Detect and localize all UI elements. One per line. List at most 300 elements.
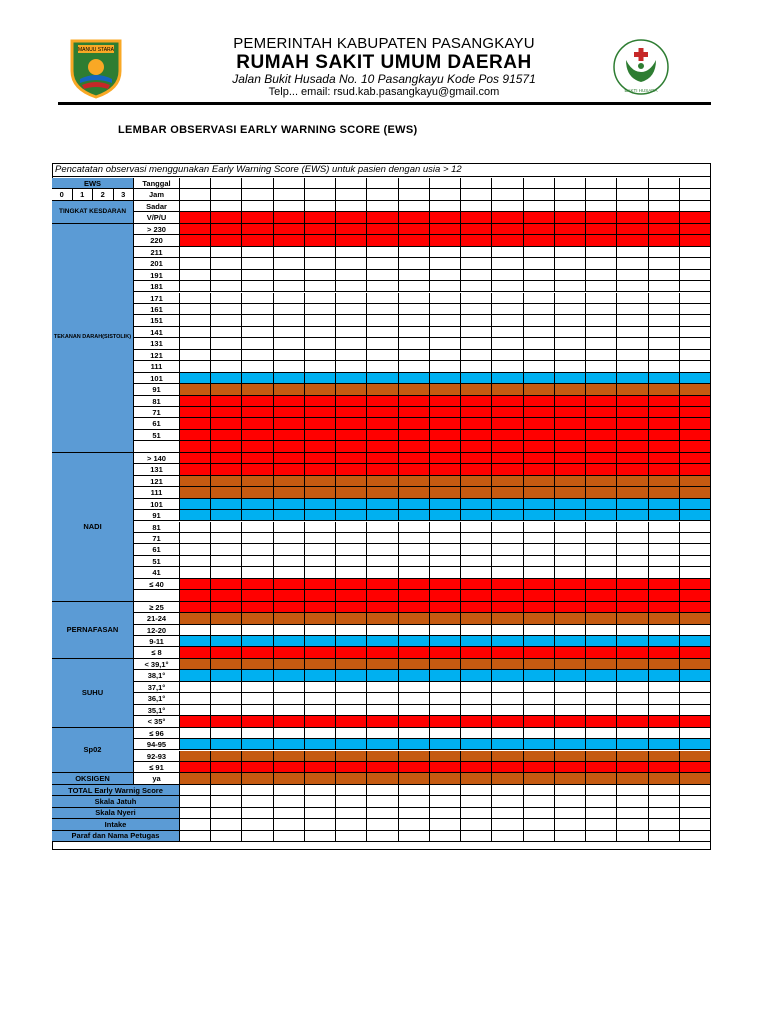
ews-data-cell[interactable] [305, 785, 336, 796]
ews-data-cell[interactable] [492, 178, 523, 189]
ews-data-cell[interactable] [617, 407, 648, 418]
ews-data-cell[interactable] [555, 350, 586, 361]
ews-data-cell[interactable] [274, 315, 305, 326]
ews-data-cell[interactable] [367, 293, 398, 304]
ews-data-cell[interactable] [649, 350, 680, 361]
ews-data-cell[interactable] [274, 247, 305, 258]
ews-data-cell[interactable] [586, 590, 617, 601]
ews-data-cell[interactable] [211, 556, 242, 567]
ews-data-cell[interactable] [336, 579, 367, 590]
ews-data-cell[interactable] [649, 659, 680, 670]
ews-data-cell[interactable] [524, 567, 555, 578]
ews-data-cell[interactable] [586, 693, 617, 704]
ews-data-cell[interactable] [524, 739, 555, 750]
ews-data-cell[interactable] [524, 579, 555, 590]
ews-data-cell[interactable] [242, 636, 273, 647]
ews-data-cell[interactable] [305, 270, 336, 281]
ews-data-cell[interactable] [680, 212, 711, 223]
ews-data-cell[interactable] [649, 430, 680, 441]
ews-data-cell[interactable] [399, 224, 430, 235]
ews-data-cell[interactable] [555, 361, 586, 372]
ews-data-cell[interactable] [680, 350, 711, 361]
ews-data-cell[interactable] [242, 235, 273, 246]
ews-data-cell[interactable] [492, 487, 523, 498]
ews-data-cell[interactable] [680, 544, 711, 555]
ews-data-cell[interactable] [524, 476, 555, 487]
ews-data-cell[interactable] [336, 762, 367, 773]
ews-data-cell[interactable] [430, 178, 461, 189]
ews-data-cell[interactable] [242, 590, 273, 601]
ews-data-cell[interactable] [211, 739, 242, 750]
ews-data-cell[interactable] [336, 361, 367, 372]
ews-data-cell[interactable] [305, 647, 336, 658]
ews-data-cell[interactable] [399, 579, 430, 590]
ews-data-cell[interactable] [274, 189, 305, 200]
ews-data-cell[interactable] [180, 464, 211, 475]
ews-data-cell[interactable] [367, 418, 398, 429]
ews-data-cell[interactable] [617, 739, 648, 750]
ews-data-cell[interactable] [617, 453, 648, 464]
ews-data-cell[interactable] [524, 762, 555, 773]
ews-data-cell[interactable] [274, 544, 305, 555]
ews-data-cell[interactable] [492, 407, 523, 418]
ews-data-cell[interactable] [555, 751, 586, 762]
ews-data-cell[interactable] [461, 739, 492, 750]
ews-data-cell[interactable] [649, 373, 680, 384]
ews-data-cell[interactable] [492, 304, 523, 315]
ews-data-cell[interactable] [211, 693, 242, 704]
ews-data-cell[interactable] [399, 762, 430, 773]
ews-data-cell[interactable] [305, 453, 336, 464]
ews-data-cell[interactable] [586, 235, 617, 246]
ews-data-cell[interactable] [336, 739, 367, 750]
ews-data-cell[interactable] [680, 247, 711, 258]
ews-data-cell[interactable] [180, 544, 211, 555]
ews-data-cell[interactable] [524, 831, 555, 842]
ews-data-cell[interactable] [461, 247, 492, 258]
ews-data-cell[interactable] [399, 567, 430, 578]
ews-data-cell[interactable] [555, 510, 586, 521]
ews-data-cell[interactable] [242, 625, 273, 636]
ews-data-cell[interactable] [555, 544, 586, 555]
ews-data-cell[interactable] [461, 258, 492, 269]
ews-data-cell[interactable] [430, 831, 461, 842]
ews-data-cell[interactable] [399, 785, 430, 796]
ews-data-cell[interactable] [242, 258, 273, 269]
ews-data-cell[interactable] [524, 418, 555, 429]
ews-data-cell[interactable] [586, 315, 617, 326]
ews-data-cell[interactable] [586, 407, 617, 418]
ews-data-cell[interactable] [180, 189, 211, 200]
ews-data-cell[interactable] [367, 808, 398, 819]
ews-data-cell[interactable] [555, 670, 586, 681]
ews-data-cell[interactable] [492, 705, 523, 716]
ews-data-cell[interactable] [180, 796, 211, 807]
ews-data-cell[interactable] [399, 281, 430, 292]
ews-data-cell[interactable] [211, 258, 242, 269]
ews-data-cell[interactable] [430, 625, 461, 636]
ews-data-cell[interactable] [242, 831, 273, 842]
ews-data-cell[interactable] [680, 464, 711, 475]
ews-data-cell[interactable] [180, 705, 211, 716]
ews-data-cell[interactable] [305, 235, 336, 246]
ews-data-cell[interactable] [461, 819, 492, 830]
ews-data-cell[interactable] [367, 739, 398, 750]
ews-data-cell[interactable] [586, 625, 617, 636]
ews-data-cell[interactable] [555, 281, 586, 292]
ews-data-cell[interactable] [211, 212, 242, 223]
ews-data-cell[interactable] [274, 350, 305, 361]
ews-data-cell[interactable] [649, 281, 680, 292]
ews-data-cell[interactable] [649, 258, 680, 269]
ews-data-cell[interactable] [211, 178, 242, 189]
ews-data-cell[interactable] [492, 590, 523, 601]
ews-data-cell[interactable] [367, 201, 398, 212]
ews-data-cell[interactable] [336, 178, 367, 189]
ews-data-cell[interactable] [461, 430, 492, 441]
ews-data-cell[interactable] [430, 224, 461, 235]
ews-data-cell[interactable] [680, 293, 711, 304]
ews-data-cell[interactable] [336, 728, 367, 739]
ews-data-cell[interactable] [305, 579, 336, 590]
ews-data-cell[interactable] [680, 796, 711, 807]
ews-data-cell[interactable] [555, 384, 586, 395]
ews-data-cell[interactable] [649, 796, 680, 807]
ews-data-cell[interactable] [367, 384, 398, 395]
ews-data-cell[interactable] [274, 808, 305, 819]
ews-data-cell[interactable] [492, 373, 523, 384]
ews-data-cell[interactable] [461, 808, 492, 819]
ews-data-cell[interactable] [211, 350, 242, 361]
ews-data-cell[interactable] [649, 201, 680, 212]
ews-data-cell[interactable] [305, 510, 336, 521]
ews-data-cell[interactable] [586, 270, 617, 281]
ews-data-cell[interactable] [617, 499, 648, 510]
ews-data-cell[interactable] [336, 819, 367, 830]
ews-data-cell[interactable] [555, 224, 586, 235]
ews-data-cell[interactable] [617, 212, 648, 223]
ews-data-cell[interactable] [524, 659, 555, 670]
ews-data-cell[interactable] [305, 350, 336, 361]
ews-data-cell[interactable] [555, 189, 586, 200]
ews-data-cell[interactable] [274, 533, 305, 544]
ews-data-cell[interactable] [305, 464, 336, 475]
ews-data-cell[interactable] [617, 728, 648, 739]
ews-data-cell[interactable] [336, 270, 367, 281]
ews-data-cell[interactable] [305, 189, 336, 200]
ews-data-cell[interactable] [336, 384, 367, 395]
ews-data-cell[interactable] [180, 533, 211, 544]
ews-data-cell[interactable] [430, 785, 461, 796]
ews-data-cell[interactable] [586, 728, 617, 739]
ews-data-cell[interactable] [399, 212, 430, 223]
ews-data-cell[interactable] [430, 647, 461, 658]
ews-data-cell[interactable] [492, 682, 523, 693]
ews-data-cell[interactable] [242, 212, 273, 223]
ews-data-cell[interactable] [211, 544, 242, 555]
ews-data-cell[interactable] [336, 338, 367, 349]
ews-data-cell[interactable] [211, 728, 242, 739]
ews-data-cell[interactable] [336, 831, 367, 842]
ews-data-cell[interactable] [274, 453, 305, 464]
ews-data-cell[interactable] [336, 258, 367, 269]
ews-data-cell[interactable] [211, 659, 242, 670]
ews-data-cell[interactable] [492, 224, 523, 235]
ews-data-cell[interactable] [242, 281, 273, 292]
ews-data-cell[interactable] [399, 510, 430, 521]
ews-data-cell[interactable] [399, 350, 430, 361]
ews-data-cell[interactable] [367, 625, 398, 636]
ews-data-cell[interactable] [680, 361, 711, 372]
ews-data-cell[interactable] [461, 189, 492, 200]
ews-data-cell[interactable] [242, 808, 273, 819]
ews-data-cell[interactable] [649, 544, 680, 555]
ews-data-cell[interactable] [617, 533, 648, 544]
ews-data-cell[interactable] [211, 499, 242, 510]
ews-data-cell[interactable] [305, 430, 336, 441]
ews-data-cell[interactable] [492, 327, 523, 338]
ews-data-cell[interactable] [461, 533, 492, 544]
ews-data-cell[interactable] [524, 510, 555, 521]
ews-data-cell[interactable] [305, 773, 336, 784]
ews-data-cell[interactable] [274, 522, 305, 533]
ews-data-cell[interactable] [274, 373, 305, 384]
ews-data-cell[interactable] [555, 487, 586, 498]
ews-data-cell[interactable] [336, 716, 367, 727]
ews-data-cell[interactable] [680, 590, 711, 601]
ews-data-cell[interactable] [180, 819, 211, 830]
ews-data-cell[interactable] [649, 224, 680, 235]
ews-data-cell[interactable] [242, 510, 273, 521]
ews-data-cell[interactable] [680, 373, 711, 384]
ews-data-cell[interactable] [649, 602, 680, 613]
ews-data-cell[interactable] [180, 831, 211, 842]
ews-data-cell[interactable] [555, 464, 586, 475]
ews-data-cell[interactable] [211, 705, 242, 716]
ews-data-cell[interactable] [211, 522, 242, 533]
ews-data-cell[interactable] [492, 522, 523, 533]
ews-data-cell[interactable] [274, 327, 305, 338]
ews-data-cell[interactable] [367, 212, 398, 223]
ews-data-cell[interactable] [492, 693, 523, 704]
ews-data-cell[interactable] [461, 602, 492, 613]
ews-data-cell[interactable] [617, 693, 648, 704]
ews-data-cell[interactable] [211, 476, 242, 487]
ews-data-cell[interactable] [555, 315, 586, 326]
ews-data-cell[interactable] [305, 407, 336, 418]
ews-data-cell[interactable] [180, 716, 211, 727]
ews-data-cell[interactable] [586, 716, 617, 727]
ews-data-cell[interactable] [367, 785, 398, 796]
ews-data-cell[interactable] [555, 247, 586, 258]
ews-data-cell[interactable] [399, 533, 430, 544]
ews-data-cell[interactable] [680, 773, 711, 784]
ews-data-cell[interactable] [555, 567, 586, 578]
ews-data-cell[interactable] [430, 636, 461, 647]
ews-data-cell[interactable] [617, 602, 648, 613]
ews-data-cell[interactable] [586, 808, 617, 819]
ews-data-cell[interactable] [492, 315, 523, 326]
ews-data-cell[interactable] [555, 407, 586, 418]
ews-data-cell[interactable] [617, 819, 648, 830]
ews-data-cell[interactable] [367, 281, 398, 292]
ews-data-cell[interactable] [430, 212, 461, 223]
ews-data-cell[interactable] [617, 224, 648, 235]
ews-data-cell[interactable] [211, 636, 242, 647]
ews-data-cell[interactable] [461, 476, 492, 487]
ews-data-cell[interactable] [305, 522, 336, 533]
ews-data-cell[interactable] [211, 270, 242, 281]
ews-data-cell[interactable] [586, 224, 617, 235]
ews-data-cell[interactable] [430, 808, 461, 819]
ews-data-cell[interactable] [274, 613, 305, 624]
ews-data-cell[interactable] [336, 189, 367, 200]
ews-data-cell[interactable] [242, 327, 273, 338]
ews-data-cell[interactable] [524, 407, 555, 418]
ews-data-cell[interactable] [180, 350, 211, 361]
ews-data-cell[interactable] [211, 189, 242, 200]
ews-data-cell[interactable] [617, 510, 648, 521]
ews-data-cell[interactable] [649, 556, 680, 567]
ews-data-cell[interactable] [211, 407, 242, 418]
ews-data-cell[interactable] [399, 396, 430, 407]
ews-data-cell[interactable] [430, 556, 461, 567]
ews-data-cell[interactable] [242, 441, 273, 452]
ews-data-cell[interactable] [555, 453, 586, 464]
ews-data-cell[interactable] [399, 189, 430, 200]
ews-data-cell[interactable] [305, 499, 336, 510]
ews-data-cell[interactable] [336, 773, 367, 784]
ews-data-cell[interactable] [242, 705, 273, 716]
ews-data-cell[interactable] [524, 247, 555, 258]
ews-data-cell[interactable] [274, 682, 305, 693]
ews-data-cell[interactable] [274, 625, 305, 636]
ews-data-cell[interactable] [586, 487, 617, 498]
ews-data-cell[interactable] [680, 315, 711, 326]
ews-data-cell[interactable] [211, 201, 242, 212]
ews-data-cell[interactable] [242, 430, 273, 441]
ews-data-cell[interactable] [336, 430, 367, 441]
ews-data-cell[interactable] [555, 762, 586, 773]
ews-data-cell[interactable] [524, 430, 555, 441]
ews-data-cell[interactable] [274, 739, 305, 750]
ews-data-cell[interactable] [399, 716, 430, 727]
ews-data-cell[interactable] [430, 670, 461, 681]
ews-data-cell[interactable] [555, 636, 586, 647]
ews-data-cell[interactable] [586, 705, 617, 716]
ews-data-cell[interactable] [399, 407, 430, 418]
ews-data-cell[interactable] [399, 819, 430, 830]
ews-data-cell[interactable] [211, 682, 242, 693]
ews-data-cell[interactable] [680, 533, 711, 544]
ews-data-cell[interactable] [274, 785, 305, 796]
ews-data-cell[interactable] [180, 567, 211, 578]
ews-data-cell[interactable] [242, 670, 273, 681]
ews-data-cell[interactable] [492, 647, 523, 658]
ews-data-cell[interactable] [461, 453, 492, 464]
ews-data-cell[interactable] [242, 224, 273, 235]
ews-data-cell[interactable] [274, 293, 305, 304]
ews-data-cell[interactable] [211, 441, 242, 452]
ews-data-cell[interactable] [617, 373, 648, 384]
ews-data-cell[interactable] [305, 751, 336, 762]
ews-data-cell[interactable] [586, 396, 617, 407]
ews-data-cell[interactable] [305, 739, 336, 750]
ews-data-cell[interactable] [211, 831, 242, 842]
ews-data-cell[interactable] [211, 304, 242, 315]
ews-data-cell[interactable] [242, 499, 273, 510]
ews-data-cell[interactable] [649, 510, 680, 521]
ews-data-cell[interactable] [430, 567, 461, 578]
ews-data-cell[interactable] [430, 716, 461, 727]
ews-data-cell[interactable] [211, 373, 242, 384]
ews-data-cell[interactable] [680, 751, 711, 762]
ews-data-cell[interactable] [430, 728, 461, 739]
ews-data-cell[interactable] [492, 567, 523, 578]
ews-data-cell[interactable] [211, 338, 242, 349]
ews-data-cell[interactable] [586, 579, 617, 590]
ews-data-cell[interactable] [399, 178, 430, 189]
ews-data-cell[interactable] [680, 579, 711, 590]
ews-data-cell[interactable] [680, 510, 711, 521]
ews-data-cell[interactable] [461, 659, 492, 670]
ews-data-cell[interactable] [586, 189, 617, 200]
ews-data-cell[interactable] [649, 384, 680, 395]
ews-data-cell[interactable] [305, 487, 336, 498]
ews-data-cell[interactable] [649, 247, 680, 258]
ews-data-cell[interactable] [555, 430, 586, 441]
ews-data-cell[interactable] [367, 373, 398, 384]
ews-data-cell[interactable] [492, 544, 523, 555]
ews-data-cell[interactable] [555, 235, 586, 246]
ews-data-cell[interactable] [492, 831, 523, 842]
ews-data-cell[interactable] [274, 819, 305, 830]
ews-data-cell[interactable] [555, 396, 586, 407]
ews-data-cell[interactable] [211, 315, 242, 326]
ews-data-cell[interactable] [524, 189, 555, 200]
ews-data-cell[interactable] [180, 315, 211, 326]
ews-data-cell[interactable] [461, 441, 492, 452]
ews-data-cell[interactable] [180, 613, 211, 624]
ews-data-cell[interactable] [680, 476, 711, 487]
ews-data-cell[interactable] [680, 178, 711, 189]
ews-data-cell[interactable] [649, 327, 680, 338]
ews-data-cell[interactable] [242, 178, 273, 189]
ews-data-cell[interactable] [180, 224, 211, 235]
ews-data-cell[interactable] [180, 728, 211, 739]
ews-data-cell[interactable] [461, 487, 492, 498]
ews-data-cell[interactable] [336, 464, 367, 475]
ews-data-cell[interactable] [242, 396, 273, 407]
ews-data-cell[interactable] [336, 705, 367, 716]
ews-data-cell[interactable] [461, 396, 492, 407]
ews-data-cell[interactable] [211, 487, 242, 498]
ews-data-cell[interactable] [617, 751, 648, 762]
ews-data-cell[interactable] [305, 212, 336, 223]
ews-data-cell[interactable] [430, 705, 461, 716]
ews-data-cell[interactable] [180, 659, 211, 670]
ews-data-cell[interactable] [649, 739, 680, 750]
ews-data-cell[interactable] [461, 464, 492, 475]
ews-data-cell[interactable] [430, 373, 461, 384]
ews-data-cell[interactable] [430, 464, 461, 475]
ews-data-cell[interactable] [211, 224, 242, 235]
ews-data-cell[interactable] [336, 453, 367, 464]
ews-data-cell[interactable] [680, 728, 711, 739]
ews-data-cell[interactable] [430, 751, 461, 762]
ews-data-cell[interactable] [211, 247, 242, 258]
ews-data-cell[interactable] [461, 361, 492, 372]
